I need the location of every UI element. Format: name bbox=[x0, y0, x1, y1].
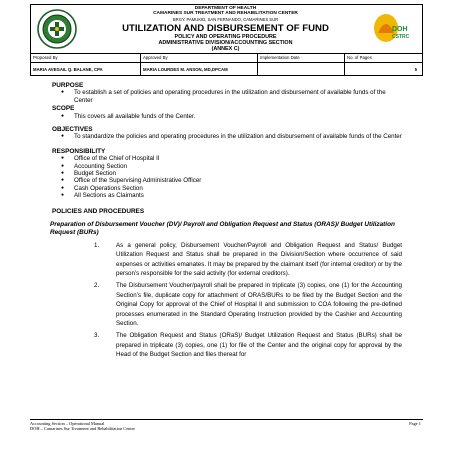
responsibility-item: ● All Sections as Claimants bbox=[61, 192, 144, 200]
bullet-icon: ● bbox=[61, 155, 65, 162]
objectives-heading: OBJECTIVES bbox=[52, 126, 93, 134]
responsibility-item: ● Office of the Supervising Administrative Officer bbox=[61, 177, 202, 185]
approval-table bbox=[31, 53, 422, 76]
page-number: Page 1 bbox=[409, 421, 421, 426]
center-name: CAMARINES SUR TREATMENT AND REHABILITATION CENTER bbox=[153, 11, 298, 17]
doh-cstrc-logo bbox=[372, 11, 416, 45]
responsibility-item: ● Cash Operations Section bbox=[61, 184, 143, 192]
bullet-icon: ● bbox=[61, 112, 65, 119]
approved-by-label: Approved By bbox=[141, 54, 258, 62]
proposed-by-label: Proposed By bbox=[31, 54, 141, 62]
implementation-date-value bbox=[258, 63, 345, 75]
purpose-heading: PURPOSE bbox=[52, 82, 84, 89]
proposed-by-value: MARIA AVEGAIL Q. BALANE, CPA bbox=[31, 63, 141, 75]
center-address: BRGY. PAMUKID, SAN FERNANDO, CAMARINES SUR bbox=[172, 16, 279, 22]
bullet-icon: ● bbox=[61, 133, 65, 140]
approval-table-header bbox=[31, 54, 422, 63]
bullet-icon: ● bbox=[61, 177, 65, 184]
bullet-icon: ● bbox=[61, 170, 65, 177]
procedure-item: 1. As a general policy, Disbursement Voucher/Payroll and Obligation Request and Status/ Budget Utilization Request and Status shall be prepared in the Division/Section where occurrence of said expenses or activities emanates. It may be prepared by the claimant itself (for internal creditor) or by the person’s responsible for the said activity (for external creditors). bbox=[94, 241, 402, 278]
purpose-item: ● To establish a set of policies and operating procedures in the utilization and disbursement of available funds of the Center bbox=[61, 89, 386, 104]
document-subtitle-2: ADMINISTRATIVE DIVISION/ACCOUNTING SECTION bbox=[158, 39, 293, 46]
header-text-block bbox=[83, 6, 368, 52]
objectives-item: ● To standardize the policies and operating procedures in the utilization and disbursement of available funds of the Center bbox=[61, 133, 402, 141]
approved-by-value: MARIA LOURDES M. ANSON, MD,DPCAM bbox=[141, 63, 258, 75]
doh-seal-logo bbox=[37, 9, 77, 49]
procedure-number: 3. bbox=[94, 332, 100, 340]
procedure-item: 3. The Obligation Request and Status (ORaS)/ Budget Utilization Request and Status (BURs) shall be prepared in triplicate (3) copies, one (1) for file of the Center and the original copy for approval by the Head of the Budget Section and files thereat for bbox=[94, 332, 402, 359]
svg-text:CSTRC: CSTRC bbox=[392, 34, 410, 40]
bullet-icon: ● bbox=[61, 89, 65, 96]
document-subtitle-1: POLICY AND OPERATING PROCEDURE bbox=[174, 33, 277, 40]
footer-line-2: DOH – Camarines Sur Treatment and Rehabilitation Center bbox=[30, 426, 135, 432]
procedure-item: 2. The Disbursement Voucher/payroll shall be prepared in triplicate (3) copies, one (1) for the Accounting Section’s file, duplicate copy for attachment of ORAS/BURs to be filed by the Budget Section and the Original Copy for approval of the Chief of Hospital II and submission to COA following the pre-defined processes enumerated in the Standard Operating Instruction provided by the Cashier and Accounting Section. bbox=[94, 282, 402, 328]
document-header bbox=[30, 4, 423, 76]
procedure-number: 1. bbox=[94, 241, 100, 249]
scope-item: ● This covers all available funds of the Center. bbox=[61, 112, 196, 120]
no-of-pages-value: 5 bbox=[414, 67, 417, 72]
procedure-number: 2. bbox=[94, 282, 100, 290]
responsibility-item: ● Accounting Section bbox=[61, 162, 127, 170]
document-footer bbox=[30, 419, 423, 432]
implementation-date-label: Implementation Date bbox=[258, 54, 345, 62]
department-name: DEPARTMENT OF HEALTH bbox=[194, 6, 257, 11]
no-of-pages-label: No. of Pages bbox=[347, 55, 372, 60]
responsibility-heading: RESPONSIBILITY bbox=[52, 147, 106, 155]
document-subtitle-3: (ANNEX C) bbox=[211, 45, 240, 52]
document-title: UTILIZATION AND DISBURSEMENT OF FUND bbox=[122, 22, 329, 34]
bullet-icon: ● bbox=[61, 162, 65, 169]
svg-text:DOH: DOH bbox=[392, 26, 408, 33]
footer-line-1: Accounting Section – Operational Manual bbox=[30, 421, 105, 426]
responsibility-item: ● Office of the Chief of Hospital II bbox=[61, 155, 160, 163]
scope-heading: SCOPE bbox=[52, 105, 75, 113]
bullet-icon: ● bbox=[61, 192, 65, 199]
policies-subheading: Preparation of Disbursement Voucher (DV)/ Payroll and Obligation Request and Status (ORAS)/ Budget Utilization Request (BURs) bbox=[50, 221, 395, 236]
bullet-icon: ● bbox=[61, 184, 65, 191]
policies-heading: POLICIES AND PROCEDURES bbox=[52, 207, 145, 215]
document-body bbox=[52, 82, 402, 360]
responsibility-item: ● Budget Section bbox=[61, 170, 116, 178]
approval-table-values bbox=[31, 63, 422, 75]
